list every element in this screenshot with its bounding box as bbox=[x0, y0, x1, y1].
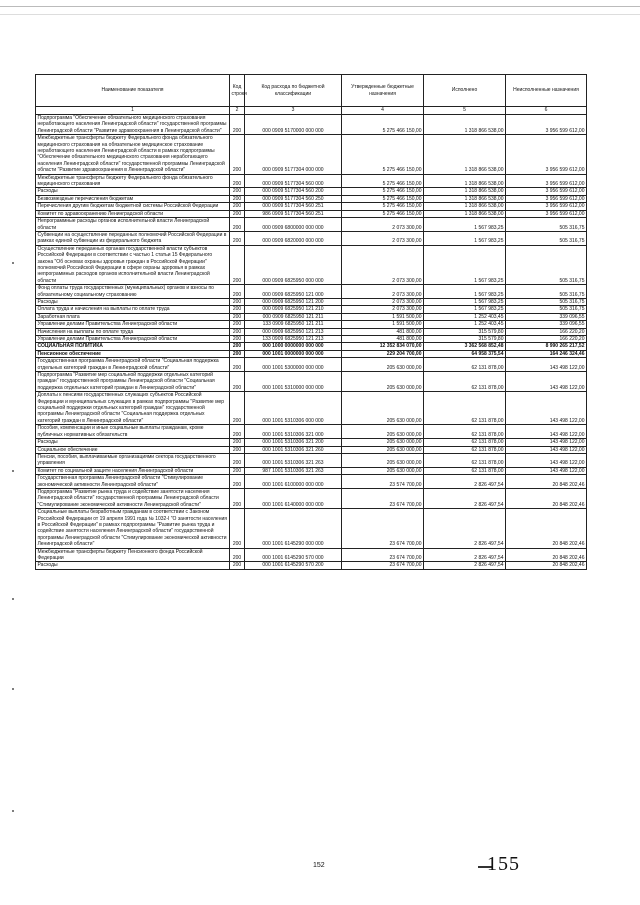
row-line-code: 200 bbox=[230, 425, 245, 439]
row-executed: 1 318 866 538,00 bbox=[424, 188, 506, 195]
row-budget-code: 000 0909 5177304 560 200 bbox=[245, 188, 342, 195]
row-unexecuted: 20 848 202,46 bbox=[506, 548, 587, 562]
table-row bbox=[36, 306, 587, 313]
table-row bbox=[36, 328, 587, 335]
row-name: Расходы bbox=[36, 298, 230, 305]
row-approved: 481 800,00 bbox=[342, 328, 424, 335]
table-row bbox=[36, 446, 587, 453]
row-executed: 1 567 983,25 bbox=[424, 285, 506, 299]
row-approved: 5 275 466 150,00 bbox=[342, 135, 424, 174]
row-name: Социальное обеспечение bbox=[36, 446, 230, 453]
row-line-code: 200 bbox=[230, 446, 245, 453]
table-row bbox=[36, 439, 587, 446]
row-executed: 1 318 866 538,00 bbox=[424, 210, 506, 217]
row-budget-code: 000 0909 6825950 121 210 bbox=[245, 306, 342, 313]
row-executed: 64 958 375,54 bbox=[424, 350, 506, 357]
row-unexecuted: 505 316,75 bbox=[506, 218, 587, 232]
row-line-code: 200 bbox=[230, 488, 245, 508]
row-budget-code: 000 0909 5170000 000 000 bbox=[245, 115, 342, 135]
row-budget-code: 000 1001 6140000 000 000 bbox=[245, 488, 342, 508]
row-approved: 2 073 300,00 bbox=[342, 231, 424, 245]
row-unexecuted: 8 990 265 217,52 bbox=[506, 343, 587, 350]
row-name: Непрограммные расходы органов исполнительной власти Ленинградской области bbox=[36, 218, 230, 232]
row-name: Оплата труда и начисления на выплаты по оплате труда bbox=[36, 306, 230, 313]
row-name: СОЦИАЛЬНАЯ ПОЛИТИКА bbox=[36, 343, 230, 350]
handwritten-sheet-number: 155 bbox=[487, 853, 520, 875]
row-name: Комитет по социальной защите населения Ленинградской области bbox=[36, 467, 230, 474]
row-line-code: 200 bbox=[230, 298, 245, 305]
row-approved: 23 674 700,00 bbox=[342, 562, 424, 569]
row-budget-code: 987 1001 5310306 321 263 bbox=[245, 467, 342, 474]
row-line-code: 200 bbox=[230, 174, 245, 188]
row-line-code: 200 bbox=[230, 467, 245, 474]
table-row bbox=[36, 115, 587, 135]
margin-dot bbox=[12, 688, 14, 690]
row-unexecuted: 143 498 122,00 bbox=[506, 392, 587, 425]
row-line-code: 200 bbox=[230, 336, 245, 343]
row-budget-code: 000 1001 0000000 000 000 bbox=[245, 350, 342, 357]
header-indicator-name: Наименование показателя bbox=[36, 75, 230, 107]
table-row bbox=[36, 313, 587, 320]
row-executed: 62 131 878,00 bbox=[424, 372, 506, 392]
page-number: 152 bbox=[313, 862, 325, 869]
row-budget-code: 133 0909 6825950 121 213 bbox=[245, 336, 342, 343]
row-line-code: 200 bbox=[230, 115, 245, 135]
row-approved: 1 591 500,00 bbox=[342, 313, 424, 320]
row-line-code: 200 bbox=[230, 350, 245, 357]
column-number-row bbox=[36, 107, 587, 115]
row-name: Осуществление переданных органам государственной власти субъектов Российской Федерации в соответствии с частью 1 статьи 15 Федерального закона "Об основах охраны здоровья граждан в Российской Федерации" полномочий Российской Федерации в сфере охраны здоровья в рамках непрограммных расходов органов исполнительной власти Ленинградской области bbox=[36, 245, 230, 284]
table-row bbox=[36, 425, 587, 439]
table-row bbox=[36, 210, 587, 217]
row-budget-code: 000 1001 6145290 570 000 bbox=[245, 548, 342, 562]
row-budget-code: 000 0909 6825950 121 211 bbox=[245, 313, 342, 320]
row-executed: 2 826 497,54 bbox=[424, 509, 506, 548]
row-unexecuted: 143 498 122,00 bbox=[506, 453, 587, 467]
row-line-code: 200 bbox=[230, 328, 245, 335]
row-budget-code: 000 1001 6145290 570 200 bbox=[245, 562, 342, 569]
header-unexecuted: Неисполненные назначения bbox=[506, 75, 587, 107]
row-approved: 23 574 700,00 bbox=[342, 475, 424, 489]
row-approved: 2 073 300,00 bbox=[342, 245, 424, 284]
row-unexecuted: 505 316,75 bbox=[506, 245, 587, 284]
row-executed: 2 826 497,54 bbox=[424, 488, 506, 508]
row-line-code: 200 bbox=[230, 453, 245, 467]
column-number: 5 bbox=[424, 107, 506, 115]
row-unexecuted: 143 498 122,00 bbox=[506, 425, 587, 439]
row-executed: 1 567 983,25 bbox=[424, 298, 506, 305]
row-name: Межбюджетные трансферты бюджету Федерального фонда обязательного медицинского страхования на обязательное медицинское страхование неработающего населения Ленинградской области в рамках подпрограммы "Обеспечение обязательного медицинского страхования неработающего населения Ленинградской области" государственной программы Ленинградской области "Развитие здравоохранения в Ленинградской области" bbox=[36, 135, 230, 174]
row-approved: 205 630 000,00 bbox=[342, 439, 424, 446]
margin-dot bbox=[12, 470, 14, 472]
row-executed: 62 131 878,00 bbox=[424, 453, 506, 467]
row-budget-code: 000 1001 5310306 321 000 bbox=[245, 425, 342, 439]
row-executed: 1 318 866 538,00 bbox=[424, 195, 506, 202]
row-executed: 315 579,80 bbox=[424, 328, 506, 335]
row-executed: 1 318 866 538,00 bbox=[424, 203, 506, 210]
margin-dot bbox=[12, 262, 14, 264]
row-budget-code: 000 1001 5310306 321 260 bbox=[245, 446, 342, 453]
row-budget-code: 000 0909 6820000 000 000 bbox=[245, 231, 342, 245]
row-name: Подпрограмма "Развитие рынка труда и содействие занятости населения Ленинградской области" государственной программы Ленинградской области "Стимулирование экономической активности Ленинградской области" bbox=[36, 488, 230, 508]
row-executed: 62 131 878,00 bbox=[424, 425, 506, 439]
row-approved: 5 275 466 150,00 bbox=[342, 203, 424, 210]
row-executed: 2 826 497,54 bbox=[424, 562, 506, 569]
row-approved: 481 800,00 bbox=[342, 336, 424, 343]
row-budget-code: 000 1001 5310306 321 200 bbox=[245, 439, 342, 446]
row-line-code: 200 bbox=[230, 218, 245, 232]
table-row bbox=[36, 358, 587, 372]
row-unexecuted: 505 316,75 bbox=[506, 231, 587, 245]
row-approved: 1 591 500,00 bbox=[342, 321, 424, 328]
row-line-code: 200 bbox=[230, 343, 245, 350]
row-budget-code: 986 0909 5177304 560 251 bbox=[245, 210, 342, 217]
table-row bbox=[36, 453, 587, 467]
row-budget-code: 000 0909 6825950 121 213 bbox=[245, 328, 342, 335]
row-executed: 1 567 983,25 bbox=[424, 218, 506, 232]
table-row bbox=[36, 231, 587, 245]
row-approved: 205 630 000,00 bbox=[342, 453, 424, 467]
row-executed: 2 826 497,54 bbox=[424, 475, 506, 489]
column-number: 1 bbox=[36, 107, 230, 115]
row-budget-code: 000 0909 5177304 000 000 bbox=[245, 135, 342, 174]
table-header-row bbox=[36, 75, 587, 107]
row-unexecuted: 3 956 599 612,00 bbox=[506, 174, 587, 188]
row-name: Начисления на выплаты по оплате труда bbox=[36, 328, 230, 335]
column-number: 3 bbox=[245, 107, 342, 115]
row-unexecuted: 505 316,75 bbox=[506, 285, 587, 299]
row-approved: 12 352 834 070,00 bbox=[342, 343, 424, 350]
row-approved: 5 275 466 150,00 bbox=[342, 174, 424, 188]
table-row bbox=[36, 285, 587, 299]
row-executed: 1 567 983,25 bbox=[424, 306, 506, 313]
row-name: Заработная плата bbox=[36, 313, 230, 320]
row-budget-code: 000 1001 5310306 000 000 bbox=[245, 392, 342, 425]
row-name: Управление делами Правительства Ленинградской области bbox=[36, 336, 230, 343]
row-line-code: 200 bbox=[230, 509, 245, 548]
row-approved: 2 073 300,00 bbox=[342, 218, 424, 232]
row-unexecuted: 3 956 599 612,00 bbox=[506, 210, 587, 217]
row-unexecuted: 3 956 599 612,00 bbox=[506, 135, 587, 174]
row-executed: 1 318 866 538,00 bbox=[424, 135, 506, 174]
row-line-code: 200 bbox=[230, 210, 245, 217]
row-name: Пенсионное обеспечение bbox=[36, 350, 230, 357]
row-budget-code: 000 0909 6825950 121 000 bbox=[245, 285, 342, 299]
column-number: 4 bbox=[342, 107, 424, 115]
row-line-code: 200 bbox=[230, 231, 245, 245]
row-approved: 5 275 466 150,00 bbox=[342, 188, 424, 195]
row-budget-code: 000 1001 6100000 000 000 bbox=[245, 475, 342, 489]
table-row bbox=[36, 562, 587, 569]
row-name: Доплаты к пенсиям государственных служащих субъектов Российской Федерации и муниципальных служащих в рамках подпрограммы "Развитие мер социальной поддержки отдельных категорий граждан" государственной программы Ленинградской области "Социальная поддержка отдельных категорий граждан в Ленинградской области" bbox=[36, 392, 230, 425]
table-row bbox=[36, 245, 587, 284]
row-line-code: 200 bbox=[230, 475, 245, 489]
table-row bbox=[36, 135, 587, 174]
row-name: Межбюджетные трансферты бюджету Пенсионного фонда Российской Федерации bbox=[36, 548, 230, 562]
row-executed: 3 362 568 852,48 bbox=[424, 343, 506, 350]
header-executed: Исполнено bbox=[424, 75, 506, 107]
row-budget-code: 000 0909 6800000 000 000 bbox=[245, 218, 342, 232]
row-name: Расходы bbox=[36, 188, 230, 195]
table-row bbox=[36, 467, 587, 474]
row-unexecuted: 339 096,55 bbox=[506, 321, 587, 328]
row-approved: 23 674 700,00 bbox=[342, 509, 424, 548]
column-number: 6 bbox=[506, 107, 587, 115]
table-row bbox=[36, 218, 587, 232]
row-name: Перечисления другим бюджетам бюджетной системы Российской Федерации bbox=[36, 203, 230, 210]
row-budget-code: 000 1001 5310306 321 263 bbox=[245, 453, 342, 467]
row-unexecuted: 3 956 599 612,00 bbox=[506, 115, 587, 135]
row-budget-code: 000 0909 5177304 560 000 bbox=[245, 174, 342, 188]
row-unexecuted: 166 220,20 bbox=[506, 336, 587, 343]
row-unexecuted: 143 498 122,00 bbox=[506, 358, 587, 372]
row-name: Субвенции на осуществление переданных полномочий Российской Федерации в рамках единой субвенции из федерального бюджета bbox=[36, 231, 230, 245]
table-row bbox=[36, 509, 587, 548]
row-budget-code: 000 0909 6825950 000 000 bbox=[245, 245, 342, 284]
row-executed: 1 252 403,45 bbox=[424, 313, 506, 320]
row-approved: 205 630 000,00 bbox=[342, 467, 424, 474]
row-executed: 62 131 878,00 bbox=[424, 446, 506, 453]
row-executed: 2 826 497,54 bbox=[424, 548, 506, 562]
row-name: Государственная программа Ленинградской области "Стимулирование экономической активности Ленинградской области" bbox=[36, 475, 230, 489]
row-unexecuted: 3 956 599 612,00 bbox=[506, 203, 587, 210]
table-row bbox=[36, 174, 587, 188]
row-line-code: 200 bbox=[230, 372, 245, 392]
row-executed: 1 252 403,45 bbox=[424, 321, 506, 328]
column-number: 2 bbox=[230, 107, 245, 115]
row-line-code: 200 bbox=[230, 392, 245, 425]
row-name: Подпрограмма "Обеспечение обязательного медицинского страхования неработающего населения Ленинградской области" государственной программы Ленинградской области "Развитие здравоохранения в Ленинградской области" bbox=[36, 115, 230, 135]
row-unexecuted: 339 096,55 bbox=[506, 313, 587, 320]
row-name: Безвозмездные перечисления бюджетам bbox=[36, 195, 230, 202]
table-row bbox=[36, 392, 587, 425]
row-unexecuted: 143 498 122,00 bbox=[506, 467, 587, 474]
row-approved: 2 073 300,00 bbox=[342, 285, 424, 299]
row-approved: 229 204 700,00 bbox=[342, 350, 424, 357]
row-name: Фонд оплаты труда государственных (муниципальных) органов и взносы по обязательному социальному страхованию bbox=[36, 285, 230, 299]
row-line-code: 200 bbox=[230, 306, 245, 313]
margin-dot bbox=[12, 810, 14, 812]
row-name: Управление делами Правительства Ленинградской области bbox=[36, 321, 230, 328]
row-approved: 5 275 466 150,00 bbox=[342, 210, 424, 217]
row-approved: 205 630 000,00 bbox=[342, 358, 424, 372]
row-unexecuted: 166 220,20 bbox=[506, 328, 587, 335]
row-approved: 205 630 000,00 bbox=[342, 372, 424, 392]
top-rule bbox=[0, 6, 640, 7]
row-line-code: 200 bbox=[230, 285, 245, 299]
row-line-code: 200 bbox=[230, 203, 245, 210]
row-executed: 1 567 983,25 bbox=[424, 231, 506, 245]
header-budget-code: Код расхода по бюджетной классификации bbox=[245, 75, 342, 107]
row-name: Межбюджетные трансферты бюджету Федерального фонда обязательного медицинского страхования bbox=[36, 174, 230, 188]
row-executed: 1 567 983,25 bbox=[424, 245, 506, 284]
row-executed: 62 131 878,00 bbox=[424, 439, 506, 446]
table-row bbox=[36, 298, 587, 305]
row-approved: 205 630 000,00 bbox=[342, 392, 424, 425]
row-line-code: 200 bbox=[230, 195, 245, 202]
row-unexecuted: 505 316,75 bbox=[506, 298, 587, 305]
margin-dot bbox=[12, 598, 14, 600]
row-line-code: 200 bbox=[230, 358, 245, 372]
row-budget-code: 000 1001 6145290 000 000 bbox=[245, 509, 342, 548]
row-unexecuted: 20 848 202,46 bbox=[506, 475, 587, 489]
budget-execution-table bbox=[35, 74, 587, 570]
row-executed: 1 318 866 538,00 bbox=[424, 115, 506, 135]
row-approved: 23 674 700,00 bbox=[342, 488, 424, 508]
row-name: Пенсии, пособия, выплачиваемые организациями сектора государственного управления bbox=[36, 453, 230, 467]
row-line-code: 200 bbox=[230, 321, 245, 328]
top-rule-secondary bbox=[0, 14, 640, 15]
row-name: Пособия, компенсации и иные социальные выплаты гражданам, кроме публичных нормативных обязательств bbox=[36, 425, 230, 439]
row-line-code: 200 bbox=[230, 439, 245, 446]
row-executed: 1 318 866 538,00 bbox=[424, 174, 506, 188]
row-line-code: 200 bbox=[230, 562, 245, 569]
row-approved: 23 674 700,00 bbox=[342, 548, 424, 562]
row-name: Социальные выплаты безработным гражданам в соответствии с Законом Российской Федерации от 19 апреля 1991 года № 1032-I "О занятости населения в Российской Федерации" в рамках подпрограммы "Развитие рынка труда и содействие занятости населения Ленинградской области" государственной программы Ленинградской области "Стимулирование экономической активности Ленинградской области" bbox=[36, 509, 230, 548]
row-line-code: 200 bbox=[230, 135, 245, 174]
row-unexecuted: 3 956 599 612,00 bbox=[506, 188, 587, 195]
header-approved: Утвержденные бюджетные назначения bbox=[342, 75, 424, 107]
row-name: Подпрограмма "Развитие мер социальной поддержки отдельных категорий граждан" государственной программы Ленинградской области "Социальная поддержка отдельных категорий граждан в Ленинградской области" bbox=[36, 372, 230, 392]
row-approved: 205 630 000,00 bbox=[342, 425, 424, 439]
table-row bbox=[36, 343, 587, 350]
row-name: Расходы bbox=[36, 562, 230, 569]
row-unexecuted: 505 316,75 bbox=[506, 306, 587, 313]
table-row bbox=[36, 488, 587, 508]
row-approved: 2 073 300,00 bbox=[342, 306, 424, 313]
row-unexecuted: 143 498 122,00 bbox=[506, 446, 587, 453]
row-budget-code: 000 0909 5177304 560 250 bbox=[245, 195, 342, 202]
row-approved: 2 073 300,00 bbox=[342, 298, 424, 305]
table-row bbox=[36, 195, 587, 202]
row-unexecuted: 164 246 324,46 bbox=[506, 350, 587, 357]
table-row bbox=[36, 203, 587, 210]
row-executed: 62 131 878,00 bbox=[424, 467, 506, 474]
table-row bbox=[36, 188, 587, 195]
row-budget-code: 000 0909 5177304 560 251 bbox=[245, 203, 342, 210]
row-unexecuted: 143 498 122,00 bbox=[506, 372, 587, 392]
row-name: Комитет по здравоохранению Ленинградской области bbox=[36, 210, 230, 217]
row-unexecuted: 3 956 599 612,00 bbox=[506, 195, 587, 202]
table-row bbox=[36, 475, 587, 489]
row-line-code: 200 bbox=[230, 548, 245, 562]
row-unexecuted: 143 498 122,00 bbox=[506, 439, 587, 446]
header-line-code: Код строки bbox=[230, 75, 245, 107]
row-line-code: 200 bbox=[230, 245, 245, 284]
table-row bbox=[36, 336, 587, 343]
row-line-code: 200 bbox=[230, 188, 245, 195]
row-executed: 62 131 878,00 bbox=[424, 392, 506, 425]
row-approved: 205 630 000,00 bbox=[342, 446, 424, 453]
row-budget-code: 000 0909 6825950 121 200 bbox=[245, 298, 342, 305]
row-unexecuted: 20 848 202,46 bbox=[506, 509, 587, 548]
table-row bbox=[36, 372, 587, 392]
row-approved: 5 275 466 150,00 bbox=[342, 195, 424, 202]
row-executed: 315 579,80 bbox=[424, 336, 506, 343]
row-name: Государственная программа Ленинградской области "Социальная поддержка отдельных категорий граждан в Ленинградской области" bbox=[36, 358, 230, 372]
row-approved: 5 275 466 150,00 bbox=[342, 115, 424, 135]
table-row bbox=[36, 548, 587, 562]
row-unexecuted: 20 848 202,46 bbox=[506, 488, 587, 508]
table-row bbox=[36, 321, 587, 328]
row-name: Расходы bbox=[36, 439, 230, 446]
row-executed: 62 131 878,00 bbox=[424, 358, 506, 372]
row-budget-code: 000 1001 5310000 000 000 bbox=[245, 372, 342, 392]
row-budget-code: 000 1000 0000000 000 000 bbox=[245, 343, 342, 350]
table-row bbox=[36, 350, 587, 357]
row-budget-code: 000 1001 5300000 000 000 bbox=[245, 358, 342, 372]
row-budget-code: 133 0909 6825950 121 211 bbox=[245, 321, 342, 328]
row-unexecuted: 20 848 202,46 bbox=[506, 562, 587, 569]
row-line-code: 200 bbox=[230, 313, 245, 320]
